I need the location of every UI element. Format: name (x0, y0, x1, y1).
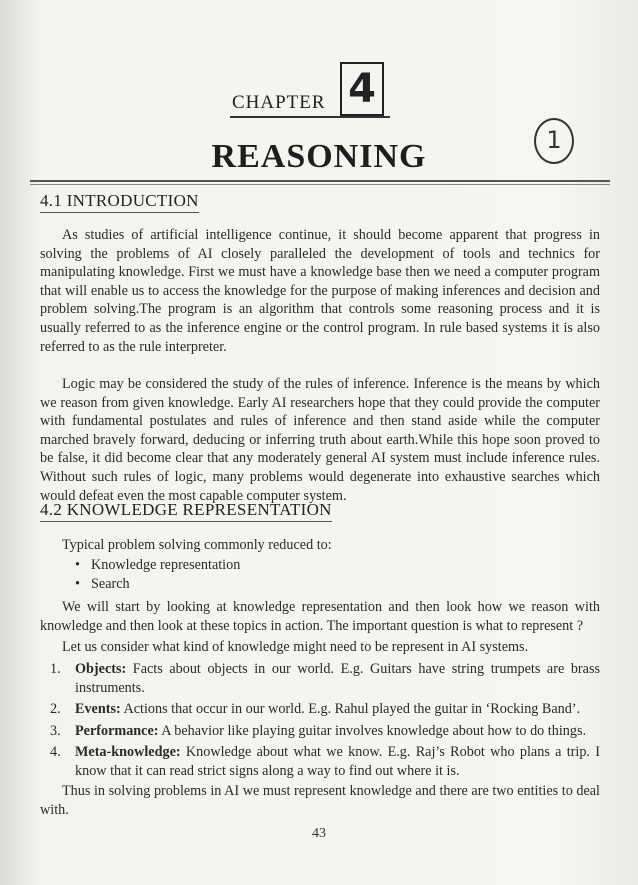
chapter-header (0, 62, 638, 122)
kr-paragraph-2: Let us consider what kind of knowledge might need to be represent in AI systems. (62, 639, 529, 655)
knowledge-types-list (50, 660, 600, 784)
chapter-number-box: 4 (340, 62, 384, 116)
section-heading-introduction: 4.1 INTRODUCTION (40, 191, 199, 213)
bullet-item: • Knowledge representation (75, 556, 240, 575)
kr-paragraph-1: We will start by looking at knowledge representation and then look how we reason with knowledge and then look at these topics in action. The important question is what to represent ? (40, 599, 600, 634)
chapter-underline (230, 116, 390, 118)
section-heading-knowledge-representation: 4.2 KNOWLEDGE REPRESENTATION (40, 500, 332, 522)
list-item: 3. Performance: A behavior like playing guitar involves knowledge about how to do things. (50, 722, 587, 739)
kr-closing-paragraph: Thus in solving problems in AI we must represent knowledge and there are two entities to deal with. (40, 783, 600, 818)
bullet-item: • Search (75, 575, 240, 594)
list-item: 1. Objects: Facts about objects in our world. E.g. Guitars have string trumpets are brass instruments. (50, 661, 600, 696)
title-divider (30, 180, 610, 182)
chapter-title: REASONING (211, 138, 427, 175)
intro-paragraph-2: Logic may be considered the study of the rules of inference. Inference is the means by which we reason from given knowledge. Early AI researchers hope that they could provide the computer with fundamental postulates and rules of inference and then stand aside while the computer marched bravely forward, deducing or inferring truth about earth.While this hope soon proved to be false, it did become clear that any moderately general AI system must include inference rules. Without such rules of logic, many problems would degenerate into exhaustive searches which would defeat even the most capable computer system. (40, 376, 600, 504)
page-number: 43 (312, 826, 326, 841)
list-item: 4. Meta-knowledge: Knowledge about what we know. E.g. Raj’s Robot who plans a trip. I know that it can read strict signs along a way to find out where it is. (50, 744, 600, 779)
kr-intro-text: Typical problem solving commonly reduced to: (62, 537, 332, 553)
kr-bullet-list (75, 556, 240, 593)
title-divider-thin (30, 184, 610, 185)
list-item: 2. Events: Actions that occur in our world. E.g. Rahul played the guitar in ‘Rocking Band’. (50, 701, 581, 718)
chapter-label: CHAPTER (232, 92, 326, 113)
intro-paragraph-1: As studies of artificial intelligence continue, it should become apparent that progress in solving the problems of AI closely paralleled the development of tools and technics for manipulating knowledge. First we must have a knowledge base then we need a computer program that will enable us to access the knowledge for the purpose of making inferences and decision and problem solving.The program is an algorithm that controls some reasoning process and it is usually referred to as the inference engine or the control program. In rule based systems it is also referred to as the rule interpreter. (40, 227, 600, 355)
handwritten-circled-number: 1 (534, 118, 574, 164)
